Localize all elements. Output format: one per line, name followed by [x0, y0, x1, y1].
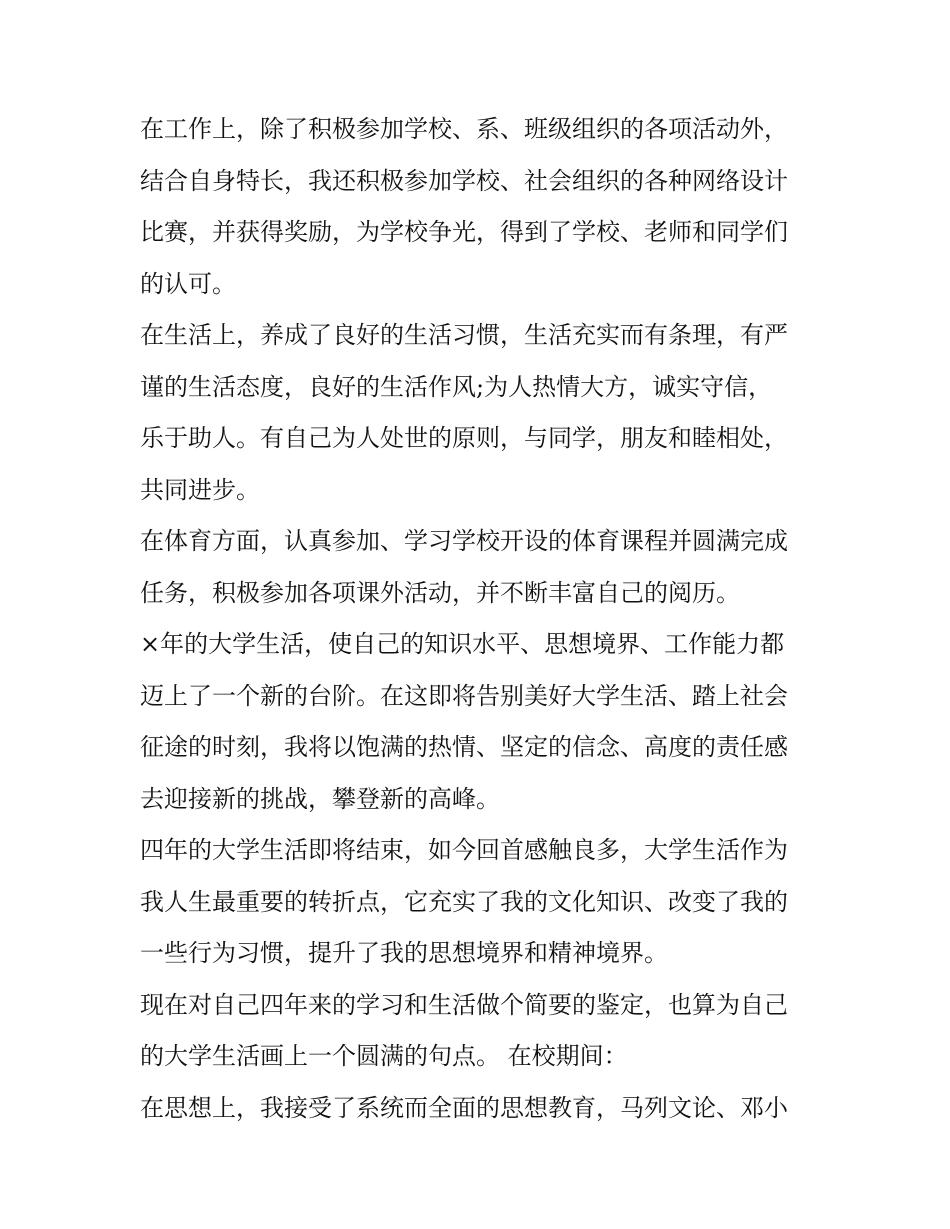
text-line: 现在对自己四年来的学习和生活做个简要的鉴定，也算为自己	[140, 990, 788, 1019]
text-line: 在生活上，养成了良好的生活习惯，生活充实而有条理，有严	[140, 321, 788, 349]
text-line: 去迎接新的挑战，攀登新的高峰。	[140, 784, 500, 813]
text-line: 在体育方面，认真参加、学习学校开设的体育课程并圆满完成	[140, 527, 788, 555]
text-line: 的大学生活画上一个圆满的句点。 在校期间：	[140, 1042, 628, 1070]
text-line: 四年的大学生活即将结束，如今回首感触良多，大学生活作为	[140, 836, 788, 864]
text-line: 乐于助人。有自己为人处世的原则，与同学，朋友和睦相处，	[140, 424, 788, 452]
document-body	[140, 104, 820, 1134]
text-line: 的认可。	[140, 269, 236, 298]
text-line: 征途的时刻，我将以饱满的热情、坚定的信念、高度的责任感	[140, 733, 788, 761]
text-line: 迈上了一个新的台阶。在这即将告别美好大学生活、踏上社会	[140, 681, 788, 710]
text-line: 任务，积极参加各项课外活动，并不断丰富自己的阅历。	[140, 578, 740, 607]
text-line: 谨的生活态度，良好的生活作风;为人热情大方，诚实守信，	[140, 372, 773, 401]
text-line: ×年的大学生活，使自己的知识水平、思想境界、工作能力都	[140, 630, 785, 658]
text-line: 结合自身特长，我还积极参加学校、社会组织的各种网络设计	[140, 166, 788, 195]
text-line: 我人生最重要的转折点，它充实了我的文化知识、改变了我的	[140, 887, 788, 916]
text-line: 在工作上，除了积极参加学校、系、班级组织的各项活动外，	[140, 115, 788, 143]
text-line: 在思想上，我接受了系统而全面的思想教育，马列文论、邓小	[140, 1093, 788, 1122]
text-line: 共同进步。	[140, 475, 260, 504]
text-line: 一些行为习惯，提升了我的思想境界和精神境界。	[140, 939, 668, 967]
text-line: 比赛，并获得奖励，为学校争光，得到了学校、老师和同学们	[140, 218, 788, 246]
